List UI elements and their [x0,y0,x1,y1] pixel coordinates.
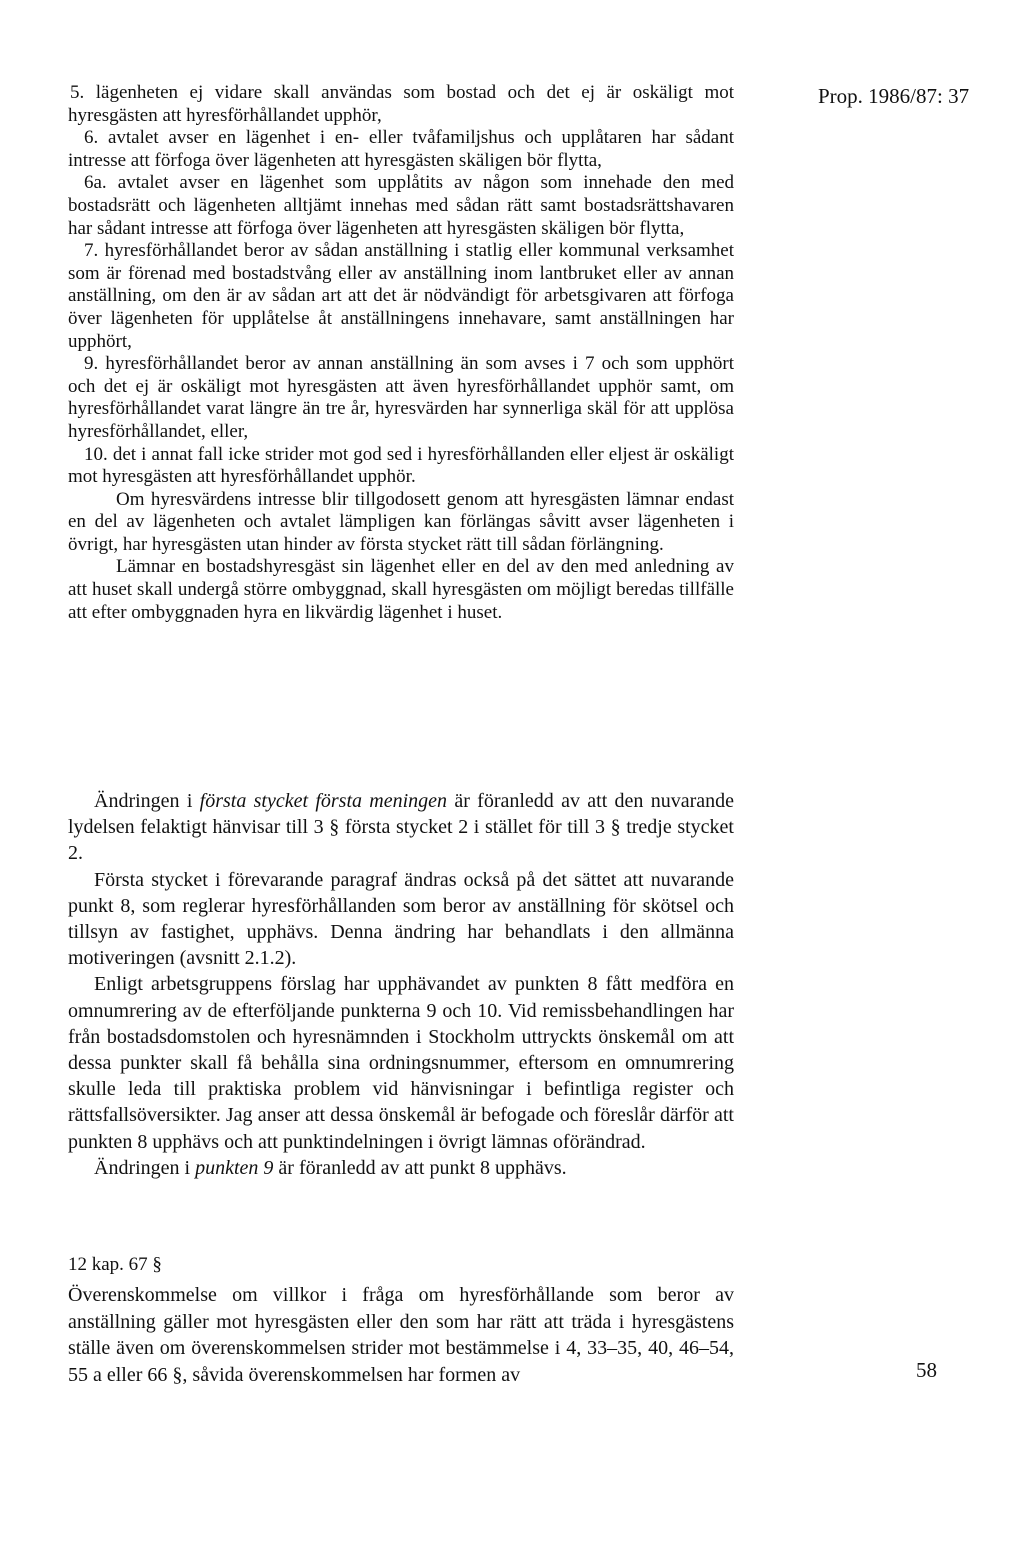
list-item-6a: 6a. avtalet avser en lägenhet som upplåtits av någon som innehade den med bostadsrätt och lägenheten alltjämt innehas med sådan rätt samt bostadsrättshavaren har sådant intresse att förfoga över lägenheten att hyresgästen skäligen bör flytta, [68,172,734,239]
section-paragraph: Överenskommelse om villkor i fråga om hyresförhållande som beror av anställning gäller mot hyresgästen eller den som har rätt att träda i hyresgästens ställe även om överenskommelsen strider mot bestämmelse i 4, 33–35, 40, 46–54, 55 a eller 66 §, såvida överenskommelsen har formen av [68,1284,734,1386]
page-number: 58 [916,1358,937,1382]
law-text-block [68,82,734,624]
list-item-5: 5. lägenheten ej vidare skall användas som bostad och det ej är oskäligt mot hyresgästen att hyresförhållandet upphör, [68,82,734,126]
list-item-10: 10. det i annat fall icke strider mot god sed i hyresförhållanden eller eljest är oskäligt mot hyresgästen att hyresförhållandet upphör. [68,443,734,488]
section-heading: 12 kap. 67 § [68,1254,162,1275]
list-item-6: 6. avtalet avser en lägenhet i en- eller tvåfamiljshus och upplåtaren har sådant intresse att förfoga över lägenheten att hyresgästen skäligen bör flytta, [68,127,734,171]
proposition-reference: Prop. 1986/87: 37 [818,84,970,108]
commentary-paragraph [68,788,734,867]
commentary-paragraph: Första stycket i förevarande paragraf ändras också på det sättet att nuvarande punkt 8, som reglerar hyresförhållanden som beror av anställning för skötsel och tillsyn av fastighet, upphävs. Denna ändring har behandlats i den allmänna motiveringen (avsnitt 2.1.2). [68,868,734,970]
section-text [68,1282,734,1388]
commentary-text: Ändringen i [94,1156,196,1179]
commentary-text: är föranledd av att den nuvarande lydelsen felaktigt hänvisar till 3 § första stycket 2 i stället för till 3 § tredje stycket 2. [68,790,734,865]
commentary-text: Ändringen i [94,790,200,812]
list-item-9: 9. hyresförhållandet beror av annan anställning än som avses i 7 och som upphört och det ej är oskäligt mot hyresgästen att även hyresförhållandet upphör samt, om hyresförhållandet varat längre än tre år, hyresvärden har synnerliga skäl för att upplösa hyresförhållandet, eller, [68,353,734,442]
paragraph-reconstruction: Lämnar en bostadshyresgäst sin lägenhet eller en del av den med anledning av att huset skall undergå större ombyggnad, skall hyresgästen om möjligt beredas tillfälle att efter ombyggnaden hyra en likvärdig lägenhet i huset. [68,556,734,623]
list-item-7: 7. hyresförhållandet beror av sådan anställning i statlig eller kommunal verksamhet som är förenad med bostadstvång eller av anställning inom lantbruket eller av annan anställning, om den är av sådan art att det är nödvändigt för arbetsgivaren att förfoga över lägenheten för upplåtelse åt anställningens innehavare, samt anställningen har upphört, [68,240,734,352]
paragraph-partial-extension: Om hyresvärdens intresse blir tillgodosett genom att hyresgästen lämnar endast en del av lägenheten och avtalet lämpligen kan förlängas såvitt avser lägenheten i övrigt, har hyresgästen utan hinder av första stycket rätt till sådan förlängning. [68,488,734,555]
commentary-paragraph [68,1155,734,1181]
commentary-paragraph: Enligt arbetsgruppens förslag har upphävandet av punkten 8 fått medföra en omnumrering av de efterföljande punkterna 9 och 10. Vid remissbehandlingen har från bostadsdomstolen och hyresnämnden i Stockholm uttryckts önskemål om att dessa punkter skall få behålla sina ordningsnummer, eftersom en omnumrering skulle leda till praktiska problem vid hänvisningar i befintliga register och rättsfallsöversikter. Jag anser att dessa önskemål är befogade och föreslår därför att punkten 8 upphävs och att punktindelningen i övrigt lämnas oförändrad. [68,973,734,1153]
commentary-text: är föranledd av att punkt 8 upphävs. [273,1156,567,1179]
commentary-emphasis: första stycket första meningen [199,790,448,812]
commentary-block [68,788,734,1181]
commentary-emphasis: punkten 9 [195,1156,274,1179]
